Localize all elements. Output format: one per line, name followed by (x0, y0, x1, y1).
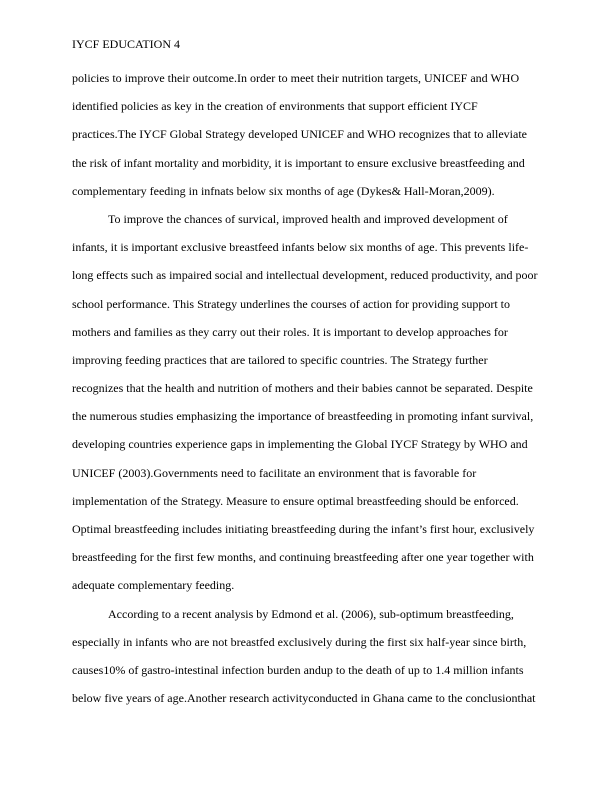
paragraph-first-line: To improve the chances of survical, improved health and improved development of (108, 211, 508, 226)
text-line: adequate complementary feeding. (72, 578, 235, 593)
running-head: IYCF EDUCATION 4 (72, 37, 180, 51)
text-line: implementation of the Strategy. Measure to ensure optimal breastfeeding should be enforced. (72, 493, 519, 508)
text-line: improving feeding practices that are tailored to specific countries. The Strategy further (72, 352, 488, 367)
text-line: Optimal breastfeeding includes initiating breastfeeding during the infant’s first hour, exclusively (72, 522, 535, 536)
text-line: developing countries experience gaps in implementing the Global IYCF Strategy by WHO and (72, 437, 528, 452)
text-line: UNICEF (2003).Governments need to facilitate an environment that is favorable for (72, 465, 477, 480)
text-line: the risk of infant mortality and morbidity, it is important to ensure exclusive breastfeeding and (72, 155, 525, 170)
text-line: policies to improve their outcome.In order to meet their nutrition targets, UNICEF and WHO (72, 71, 520, 85)
text-line: causes10% of gastro-intestinal infection burden andup to the death of up to 1.4 million infants (72, 662, 524, 677)
text-line: especially in infants who are not breastfed exclusively during the first six half-year since birth, (72, 634, 527, 649)
body-text (72, 68, 544, 716)
text-line: below five years of age.Another research activityconducted in Ghana came to the conclusionthat (72, 691, 536, 706)
text-line: infants, it is important exclusive breastfeed infants below six months of age. This prevents life- (72, 240, 529, 255)
text-line: recognizes that the health and nutrition of mothers and their babies cannot be separated. Despite (72, 381, 533, 396)
text-line: identified policies as key in the creation of environments that support efficient IYCF (72, 99, 478, 114)
text-line: complementary feeding in infnats below six months of age (Dykes& Hall-Moran,2009). (72, 183, 495, 198)
text-line: the numerous studies emphasizing the importance of breastfeeding in promoting infant survival, (72, 409, 534, 424)
text-line: mothers and families as they carry out their roles. It is important to develop approaches for (72, 324, 508, 339)
text-line: practices.The IYCF Global Strategy developed UNICEF and WHO recognizes that to alleviate (72, 127, 527, 142)
text-line: school performance. This Strategy underlines the courses of action for providing support to (72, 296, 511, 311)
text-line: long effects such as impaired social and intellectual development, reduced productivity, and poor (72, 268, 538, 283)
paragraph-first-line: According to a recent analysis by Edmond et al. (2006), sub-optimum breastfeeding, (108, 606, 514, 621)
text-line: breastfeeding for the first few months, and continuing breastfeeding after one year together with (72, 550, 534, 565)
